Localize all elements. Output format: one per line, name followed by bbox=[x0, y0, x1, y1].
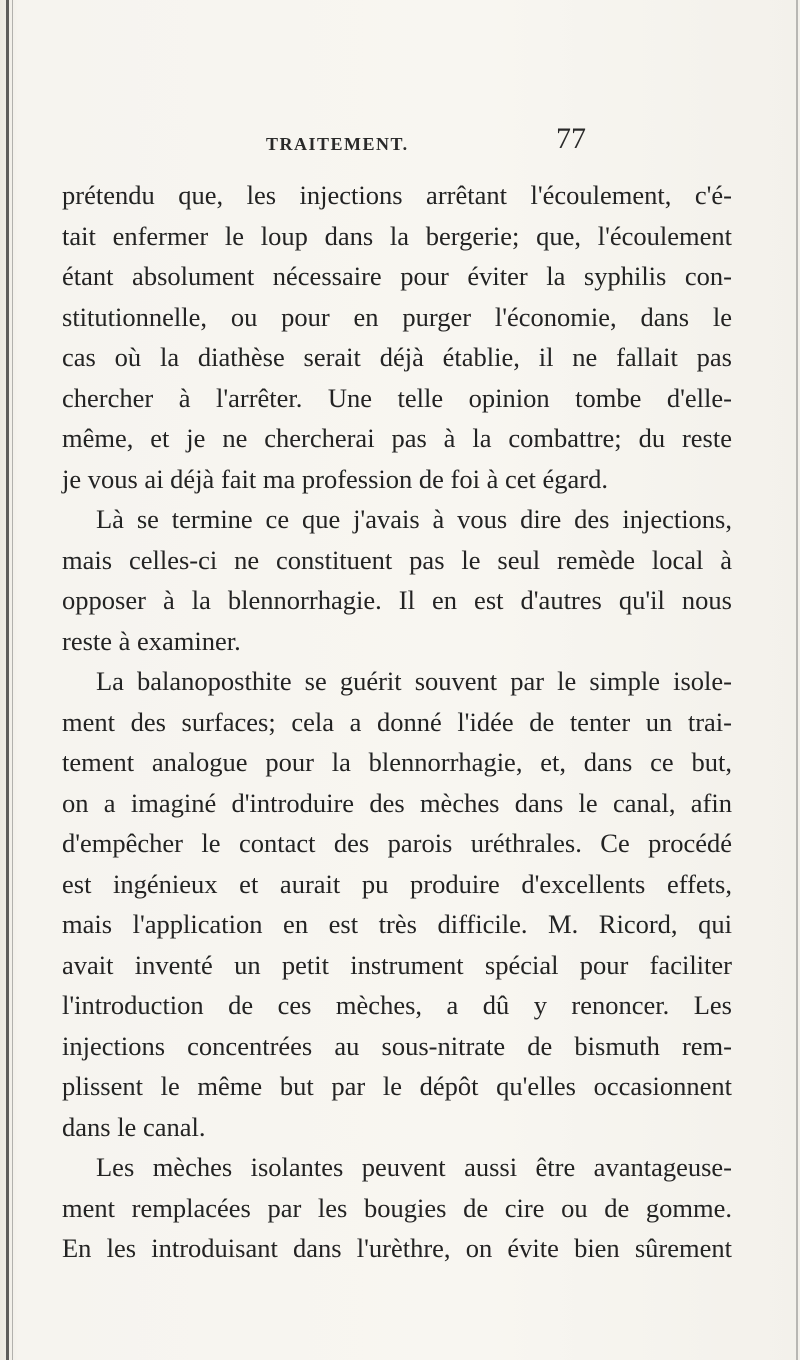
text-line: dans le canal. bbox=[62, 1111, 206, 1142]
text-line: prétendu que, les injections arrêtant l'écoulement, c'é- bbox=[62, 180, 732, 210]
text-line: on a imaginé d'introduire des mèches dans le canal, afin bbox=[62, 787, 732, 818]
page-number: 77 bbox=[556, 122, 586, 155]
text-line: est ingénieux et aurait pu produire d'excellents effets, bbox=[62, 868, 732, 899]
paragraph-start-line: Les mèches isolantes peuvent aussi être avantageuse- bbox=[96, 1152, 732, 1182]
text-line: tait enfermer le loup dans la bergerie; que, l'écoulement bbox=[62, 220, 732, 251]
paragraph-start-line: Là se termine ce que j'avais à vous dire des injections, bbox=[96, 504, 732, 534]
text-line: je vous ai déjà fait ma profession de foi à cet égard. bbox=[62, 463, 608, 494]
running-title: TRAITEMENT. bbox=[266, 134, 409, 154]
text-line: avait inventé un petit instrument spécial pour faciliter bbox=[62, 949, 732, 980]
text-line: stitutionnelle, ou pour en purger l'économie, dans le bbox=[62, 301, 732, 332]
page-right-edge bbox=[796, 0, 798, 1360]
binding-edge-line bbox=[12, 0, 13, 1360]
text-line: mais celles-ci ne constituent pas le seul remède local à bbox=[62, 544, 732, 575]
text-line: cas où la diathèse serait déjà établie, il ne fallait pas bbox=[62, 342, 732, 372]
text-line: mais l'application en est très difficile. M. Ricord, qui bbox=[62, 909, 732, 939]
text-line: opposer à la blennorrhagie. Il en est d'autres qu'il nous bbox=[62, 585, 732, 615]
text-line: ment des surfaces; cela a donné l'idée de tenter un trai- bbox=[62, 706, 732, 737]
text-line: ment remplacées par les bougies de cire ou de gomme. bbox=[62, 1192, 732, 1223]
text-line: l'introduction de ces mèches, a dû y renoncer. Les bbox=[62, 990, 732, 1020]
text-line: reste à examiner. bbox=[62, 625, 241, 656]
text-line: étant absolument nécessaire pour éviter la syphilis con- bbox=[62, 261, 732, 291]
text-line: plissent le même but par le dépôt qu'elles occasionnent bbox=[62, 1071, 732, 1101]
text-line: même, et je ne chercherai pas à la combattre; du reste bbox=[62, 423, 732, 453]
paragraph-start-line: La balanoposthite se guérit souvent par le simple isole- bbox=[96, 666, 732, 696]
text-line: tement analogue pour la blennorrhagie, et, dans ce but, bbox=[62, 747, 732, 777]
text-line: chercher à l'arrêter. Une telle opinion tombe d'elle- bbox=[62, 382, 732, 413]
body-text bbox=[62, 175, 732, 1269]
binding-edge-shadow bbox=[6, 0, 9, 1360]
page-header bbox=[0, 114, 800, 164]
text-line: En les introduisant dans l'urèthre, on évite bien sûrement bbox=[62, 1233, 732, 1263]
text-line: injections concentrées au sous-nitrate de bismuth rem- bbox=[62, 1030, 732, 1061]
text-line: d'empêcher le contact des parois uréthrales. Ce procédé bbox=[62, 828, 732, 858]
